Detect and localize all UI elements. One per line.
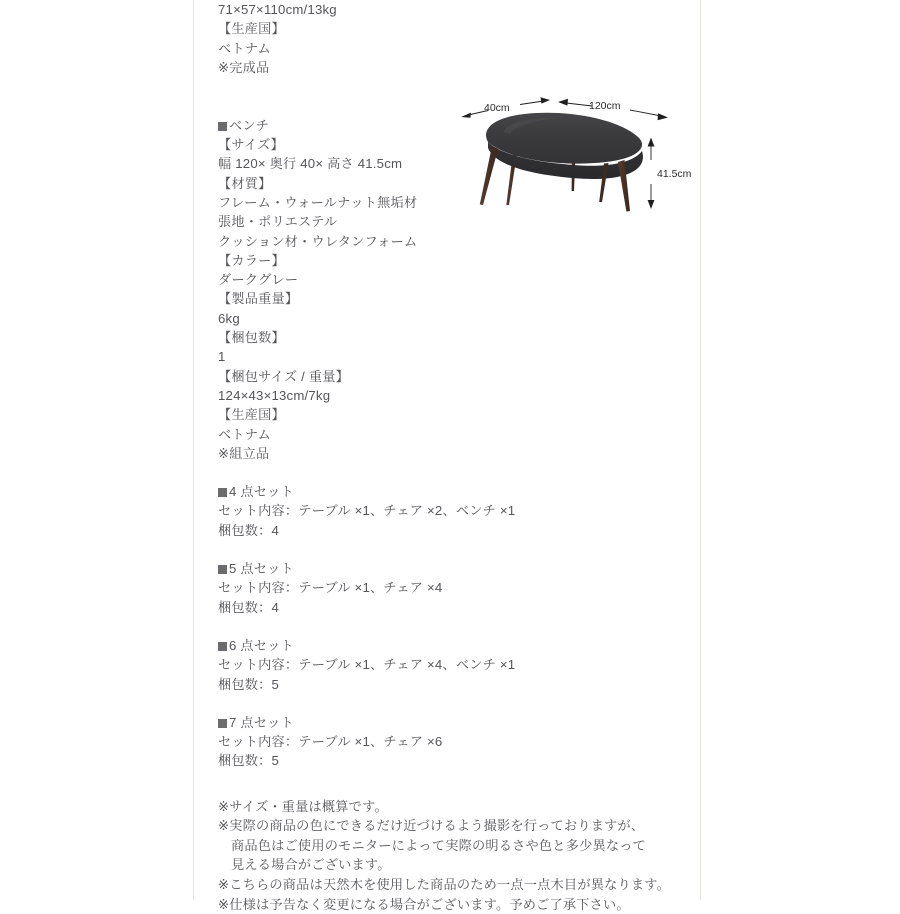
set-6-package: 梱包数：5 [218, 676, 280, 692]
bench-color-label: 【カラー】 [218, 252, 285, 268]
prev-assembly-note: ※完成品 [218, 59, 270, 75]
bullet-square-icon [218, 122, 227, 131]
note-natural-wood: ※こちらの商品は天然木を使用した商品のため一点一点木目が異なります。 [218, 877, 670, 893]
set-block-5 [218, 559, 688, 617]
set-7-package: 梱包数：5 [218, 753, 280, 769]
bench-material-frame: フレーム・ウォールナット無垢材 [218, 194, 418, 210]
bench-weight-value: 6kg [218, 310, 240, 326]
set-7-heading-label: 7 点セット [229, 714, 294, 730]
prev-package-size: 71×57×110cm/13kg [218, 2, 337, 17]
set-4-package: 梱包数：4 [218, 522, 280, 538]
width-arrow-head-left [558, 99, 568, 106]
depth-arrow-head-2 [541, 97, 551, 103]
bench-color-value: ダークグレー [218, 272, 299, 288]
depth-dimension-label: 40cm [484, 102, 510, 114]
bench-package-count-value: 1 [218, 349, 226, 365]
bench-origin-value: ベトナム [218, 426, 271, 442]
note-size-approx: ※サイズ・重量は概算です。 [218, 798, 388, 814]
bench-product-image [452, 92, 700, 227]
set-5-contents: セット内容：テーブル ×1、チェア ×4 [218, 580, 443, 596]
set-block-6 [218, 636, 688, 694]
disclaimer-notes [218, 797, 688, 914]
set-4-contents: セット内容：テーブル ×1、チェア ×2、ベンチ ×1 [218, 503, 516, 519]
height-dimension-label: 41.5cm [657, 168, 692, 180]
set-block-7 [218, 713, 688, 771]
set-5-heading-label: 5 点セット [229, 561, 294, 577]
bench-package-count-label: 【梱包数】 [218, 330, 285, 346]
bullet-square-icon [218, 488, 227, 497]
bullet-square-icon [218, 642, 227, 651]
left-guide-rule [193, 0, 194, 900]
note-color-1: ※実際の商品の色にできるだけ近づけるよう撮影を行っておりますが、 [218, 818, 645, 834]
set-4-heading [218, 482, 688, 501]
set-block-4 [218, 482, 688, 540]
bench-heading-label: ベンチ [229, 117, 270, 133]
set-6-heading [218, 636, 688, 655]
bench-weight-label: 【製品重量】 [218, 291, 299, 307]
height-arrow-head-bottom [648, 200, 655, 209]
note-color-2: 商品色はご使用のモニターによって実際の明るさや色と多少異なって [231, 837, 647, 853]
prev-origin-label: 【生産国】 [218, 21, 285, 37]
set-6-heading-label: 6 点セット [229, 637, 294, 653]
note-color-3: 見える場合がございます。 [231, 857, 391, 873]
height-arrow-head-top [648, 138, 655, 147]
bullet-square-icon [218, 565, 227, 574]
bench-size-value: 幅 120× 奥行 40× 高さ 41.5cm [218, 156, 403, 172]
set-5-heading [218, 559, 688, 578]
previous-spec-tail [218, 0, 688, 77]
right-guide-rule [700, 0, 701, 900]
bullet-square-icon [218, 719, 227, 728]
set-5-package: 梱包数：4 [218, 599, 280, 615]
bench-material-fabric: 張地・ポリエステル [218, 214, 338, 230]
bench-size-label: 【サイズ】 [218, 137, 284, 153]
bench-package-size-label: 【梱包サイズ / 重量】 [218, 368, 350, 384]
width-arrow-head-right [658, 113, 668, 120]
bench-material-cushion: クッション材・ウレタンフォーム [218, 233, 418, 249]
bench-leg-front-left [480, 146, 498, 205]
set-6-contents: セット内容：テーブル ×1、チェア ×4、ベンチ ×1 [218, 657, 516, 673]
set-4-heading-label: 4 点セット [229, 484, 294, 500]
prev-origin-value: ベトナム [218, 40, 271, 56]
bench-assembly-note: ※組立品 [218, 445, 270, 461]
bench-material-label: 【材質】 [218, 175, 272, 191]
set-7-contents: セット内容：テーブル ×1、チェア ×6 [218, 734, 443, 750]
note-spec-change: ※仕様は予告なく変更になる場合がございます。予めご了承下さい。 [218, 896, 630, 912]
set-7-heading [218, 713, 688, 732]
width-dimension-label: 120cm [589, 100, 621, 112]
bench-package-size-value: 124×43×13cm/7kg [218, 387, 331, 403]
bench-origin-label: 【生産国】 [218, 407, 285, 423]
depth-arrow-head [461, 113, 471, 118]
